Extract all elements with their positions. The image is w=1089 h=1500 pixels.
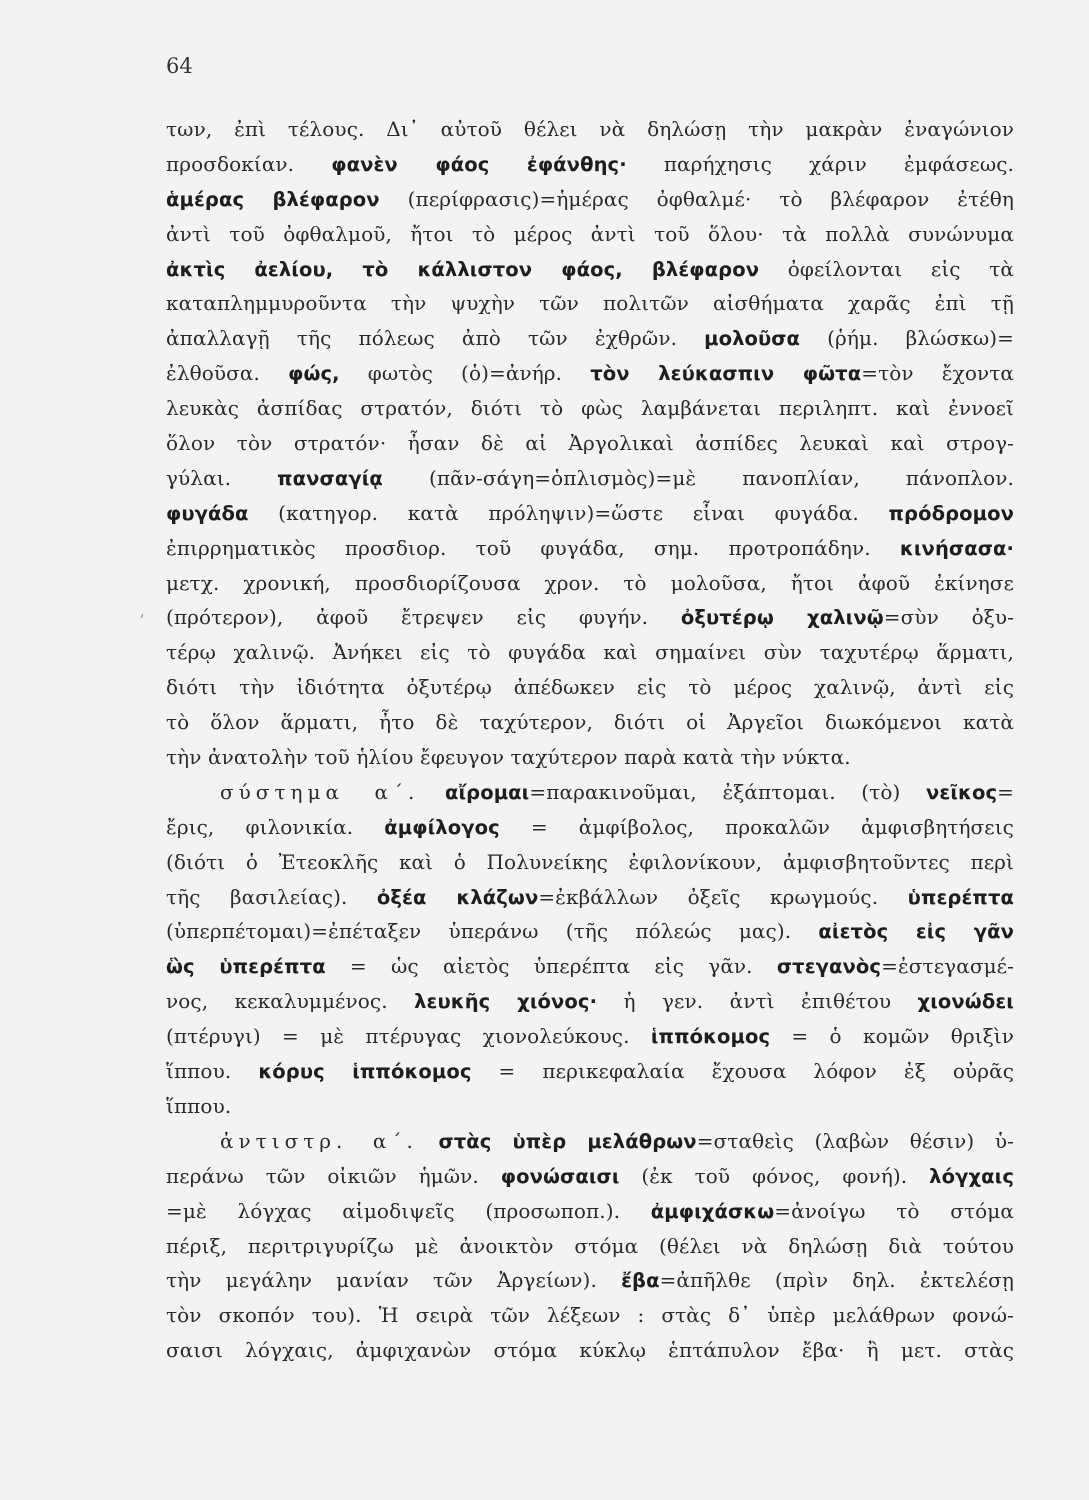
lemma-term: ἔβα — [621, 1269, 660, 1293]
commentary-text: μετχ. χρονική, προσδιορίζουσα χρον. τὸ μολοῦσα, ἤτοι ἀφοῦ ἐκίνησε — [166, 570, 1014, 595]
commentary-text: (περίφρασις)=ἡμέρας ὀφθαλμέ· τὸ βλέφαρον ἐτέθη — [379, 186, 1014, 211]
text-line — [166, 600, 1014, 635]
text-line — [166, 1333, 1014, 1368]
commentary-text: παρήχησις χάριν ἐμφάσεως. — [626, 151, 1014, 176]
text-line — [166, 217, 1014, 252]
text-line — [166, 635, 1014, 670]
lemma-term: ὀξέα κλάζων — [376, 885, 539, 909]
commentary-text: ἵππου. — [166, 1093, 232, 1118]
lemma-term: ὑπερέπτα — [907, 885, 1014, 909]
text-line — [166, 531, 1014, 566]
text-line — [166, 1263, 1014, 1298]
commentary-text: =ἀπῆλθε (πρὶν δηλ. ἐκτελέσῃ — [659, 1268, 1014, 1293]
text-line — [166, 810, 1014, 845]
commentary-text: ἡ γεν. ἀντὶ ἐπιθέτου — [597, 989, 918, 1014]
lemma-term: ἀμφιχάσκω — [650, 1199, 775, 1223]
text-line — [166, 775, 1014, 810]
text-line — [166, 1298, 1014, 1333]
lemma-term: φυγάδα — [166, 501, 249, 525]
text-line — [166, 1159, 1014, 1194]
commentary-text: τέρῳ χαλινῷ. Ἀνήκει εἰς τὸ φυγάδα καὶ σημαίνει σὺν ταχυτέρῳ ἅρματι, — [166, 640, 1014, 665]
commentary-text: (πτέρυγι) = μὲ πτέρυγας χιονολεύκους. — [166, 1024, 651, 1049]
lemma-term: πανσαγίᾳ — [277, 466, 383, 490]
commentary-text: ἀπαλλαγῇ τῆς πόλεως ἀπὸ τῶν ἐχθρῶν. — [166, 326, 705, 351]
commentary-text: = ὁ κομῶν θριξὶν — [770, 1024, 1015, 1049]
commentary-text: =παρακινοῦμαι, ἐξάπτομαι. (τὸ) — [529, 779, 926, 804]
text-line — [166, 984, 1014, 1019]
text-line — [166, 1124, 1014, 1159]
commentary-text: σαισι λόγχαις, ἀμφιχανὼν στόμα κύκλῳ ἑπτάπυλον ἔβα· ἢ μετ. στὰς — [166, 1338, 1014, 1363]
text-line — [166, 391, 1014, 426]
commentary-text: (ἐκ τοῦ φόνος, φονή). — [619, 1163, 930, 1188]
text-line — [166, 949, 1014, 984]
commentary-text — [418, 1129, 439, 1153]
commentary-text: των, ἐπὶ τέλους. Δι᾽ αὐτοῦ θέλει νὰ δηλώσῃ τὴν μακρὰν ἐναγώνιον — [166, 117, 1014, 141]
lemma-term: φονώσαισι — [500, 1164, 620, 1188]
text-line — [166, 740, 1014, 775]
commentary-text: (ὑπερπέτομαι)=ἐπέταξεν ὑπεράνω (τῆς πόλεώς μας). — [166, 919, 819, 944]
text-line — [166, 705, 1014, 740]
commentary-text: τὴν μεγάλην μανίαν τῶν Ἀργείων). — [166, 1268, 622, 1293]
commentary-text: =σταθεὶς (λαβὼν θέσιν) ὑ- — [696, 1128, 1014, 1153]
commentary-text: ἐπιρρηματικὸς προσδιορ. τοῦ φυγάδα, σημ. προτροπάδην. — [166, 535, 900, 560]
text-line — [166, 112, 1014, 147]
lemma-term: αἴρομαι — [444, 780, 530, 804]
lemma-term: ἀμφίλογος — [384, 815, 500, 839]
lemma-term: ἁμέρας βλέφαρον — [166, 187, 380, 211]
text-line — [166, 1089, 1014, 1124]
text-line — [166, 252, 1014, 287]
lemma-term: κινήσασα· — [899, 536, 1014, 560]
text-line — [166, 880, 1014, 915]
lemma-term: τὸν λεύκασπιν φῶτα — [590, 362, 862, 386]
text-line — [166, 670, 1014, 705]
lemma-term: ἀκτὶς ἀελίου, τὸ κάλλιστον φάος, βλέφαρον — [166, 257, 760, 281]
commentary-text: ἐλθοῦσα. — [166, 361, 289, 386]
text-line — [166, 426, 1014, 461]
commentary-text: (ῥήμ. βλώσκω)= — [800, 326, 1014, 351]
text-line — [166, 1054, 1014, 1089]
section-heading: σύστημα α΄. — [220, 779, 420, 804]
text-line — [166, 461, 1014, 496]
text-line — [166, 286, 1014, 321]
lemma-term: στὰς ὑπὲρ μελάθρων — [438, 1129, 697, 1153]
commentary-text: ἔρις, φιλονικία. — [166, 814, 385, 839]
commentary-text: ἀντὶ τοῦ ὀφθαλμοῦ, ἤτοι τὸ μέρος ἀντὶ τοῦ ὅλου· τὰ πολλὰ συνώνυμα — [166, 221, 1014, 246]
text-line — [166, 1019, 1014, 1054]
commentary-text: πέριξ, περιτριγυρίζω μὲ ἀνοικτὸν στόμα (θέλει νὰ δηλώσῃ διὰ τούτου — [166, 1233, 1014, 1258]
commentary-text: =τὸν ἔχοντα — [861, 361, 1014, 386]
lemma-term: χιονώδει — [917, 990, 1014, 1014]
lemma-term: φώς, — [288, 362, 340, 386]
text-line — [166, 914, 1014, 949]
commentary-text: φωτὸς (ὁ)=ἀνήρ. — [339, 361, 591, 386]
lemma-term: αἰετὸς εἰς γᾶν — [818, 920, 1014, 944]
lemma-term: ὀξυτέρῳ χαλινῷ — [680, 606, 884, 630]
commentary-text: ὅλον τὸν στρατόν· ἦσαν δὲ αἱ Ἀργολικαὶ ἀσπίδες λευκαὶ καὶ στρογ- — [166, 431, 1014, 456]
commentary-text: =σὺν ὀξυ- — [883, 605, 1015, 630]
text-line — [166, 1194, 1014, 1229]
commentary-text: (πρότερον), ἀφοῦ ἔτρεψεν εἰς φυγήν. — [166, 605, 681, 630]
commentary-text: τὸν σκοπόν του). Ἡ σειρὰ τῶν λέξεων : στὰς δ᾽ ὑπὲρ μελάθρων φονώ- — [166, 1303, 1014, 1328]
commentary-text: τὸ ὅλον ἅρματι, ἦτο δὲ ταχύτερον, διότι οἱ Ἀργεῖοι διωκόμενοι κατὰ — [166, 710, 1014, 735]
commentary-text: τὴν ἀνατολὴν τοῦ ἡλίου ἔφευγον ταχύτερον παρὰ κατὰ τὴν νύκτα. — [166, 745, 851, 770]
text-line — [166, 496, 1014, 531]
commentary-text — [419, 780, 445, 804]
stray-mark: , — [140, 604, 145, 620]
text-line — [166, 147, 1014, 182]
commentary-text: περάνω τῶν οἰκιῶν ἡμῶν. — [166, 1163, 501, 1188]
section-heading: ἀντιστρ. α΄. — [220, 1128, 418, 1153]
lemma-term: ὣς ὑπερέπτα — [166, 955, 326, 979]
commentary-text: ὀφείλονται εἰς τὰ — [759, 256, 1014, 281]
commentary-text: = περικεφαλαία ἔχουσα λόφον ἐξ οὐρᾶς — [471, 1059, 1015, 1084]
commentary-text: διότι τὴν ἰδιότητα ὀξυτέρῳ ἀπέδωκεν εἰς τὸ μέρος χαλινῷ, ἀντὶ εἰς — [166, 675, 1014, 700]
text-line — [166, 356, 1014, 391]
commentary-text: λευκὰς ἀσπίδας στρατόν, διότι τὸ φὼς λαμβάνεται περιληπτ. καὶ ἐννοεῖ — [166, 396, 1014, 421]
commentary-text: = — [997, 779, 1014, 804]
commentary-text: =ἐστεγασμέ- — [881, 954, 1014, 979]
commentary-text: τῆς βασιλείας). — [166, 884, 377, 909]
text-line — [166, 321, 1014, 356]
commentary-text: =μὲ λόγχας αἱμοδιψεῖς (προσωποπ.). — [166, 1198, 651, 1223]
commentary-text: νος, κεκαλυμμένος. — [166, 989, 415, 1014]
commentary-text: =ἐκβάλλων ὀξεῖς κρωγμούς. — [538, 884, 908, 909]
commentary-text: (διότι ὁ Ἐτεοκλῆς καὶ ὁ Πολυνείκης ἐφιλονίκουν, ἀμφισβητοῦντες περὶ — [166, 849, 1014, 874]
commentary-text: προσδοκίαν. — [166, 151, 332, 176]
lemma-term: στεγανὸς — [776, 955, 882, 979]
text-body — [166, 112, 1014, 1368]
lemma-term: ἱππόκομος — [650, 1025, 771, 1049]
commentary-text: = ὡς αἰετὸς ὑπερέπτα εἰς γᾶν. — [325, 954, 777, 979]
lemma-term: λόγχαις — [929, 1164, 1014, 1188]
commentary-text: ἵππου. — [166, 1059, 259, 1084]
commentary-text: =ἀνοίγω τὸ στόμα — [774, 1198, 1014, 1223]
lemma-term: μολοῦσα — [704, 327, 801, 351]
text-line — [166, 845, 1014, 880]
commentary-text: (κατηγορ. κατὰ πρόληψιν)=ὥστε εἶναι φυγάδα. — [248, 500, 889, 525]
text-line — [166, 566, 1014, 601]
commentary-text: γύλαι. — [166, 465, 278, 490]
page-number: 64 — [166, 54, 193, 78]
lemma-term: φανὲν φάος ἐφάνθης· — [331, 152, 627, 176]
commentary-text: καταπλημμυροῦντα τὴν ψυχὴν τῶν πολιτῶν αἰσθήματα χαρᾶς ἐπὶ τῇ — [166, 291, 1014, 316]
lemma-term: πρόδρομον — [888, 501, 1014, 525]
lemma-term: κόρυς ἱππόκομος — [258, 1060, 472, 1084]
lemma-term: λευκῆς χιόνος· — [414, 990, 598, 1014]
text-line — [166, 182, 1014, 217]
commentary-text: = ἀμφίβολος, προκαλῶν ἀμφισβητήσεις — [499, 814, 1014, 839]
commentary-text: (πᾶν-σάγη=ὁπλισμὸς)=μὲ πανοπλίαν, πάνοπλον. — [382, 465, 1014, 490]
lemma-term: νεῖκος — [925, 780, 998, 804]
text-line — [166, 1229, 1014, 1264]
